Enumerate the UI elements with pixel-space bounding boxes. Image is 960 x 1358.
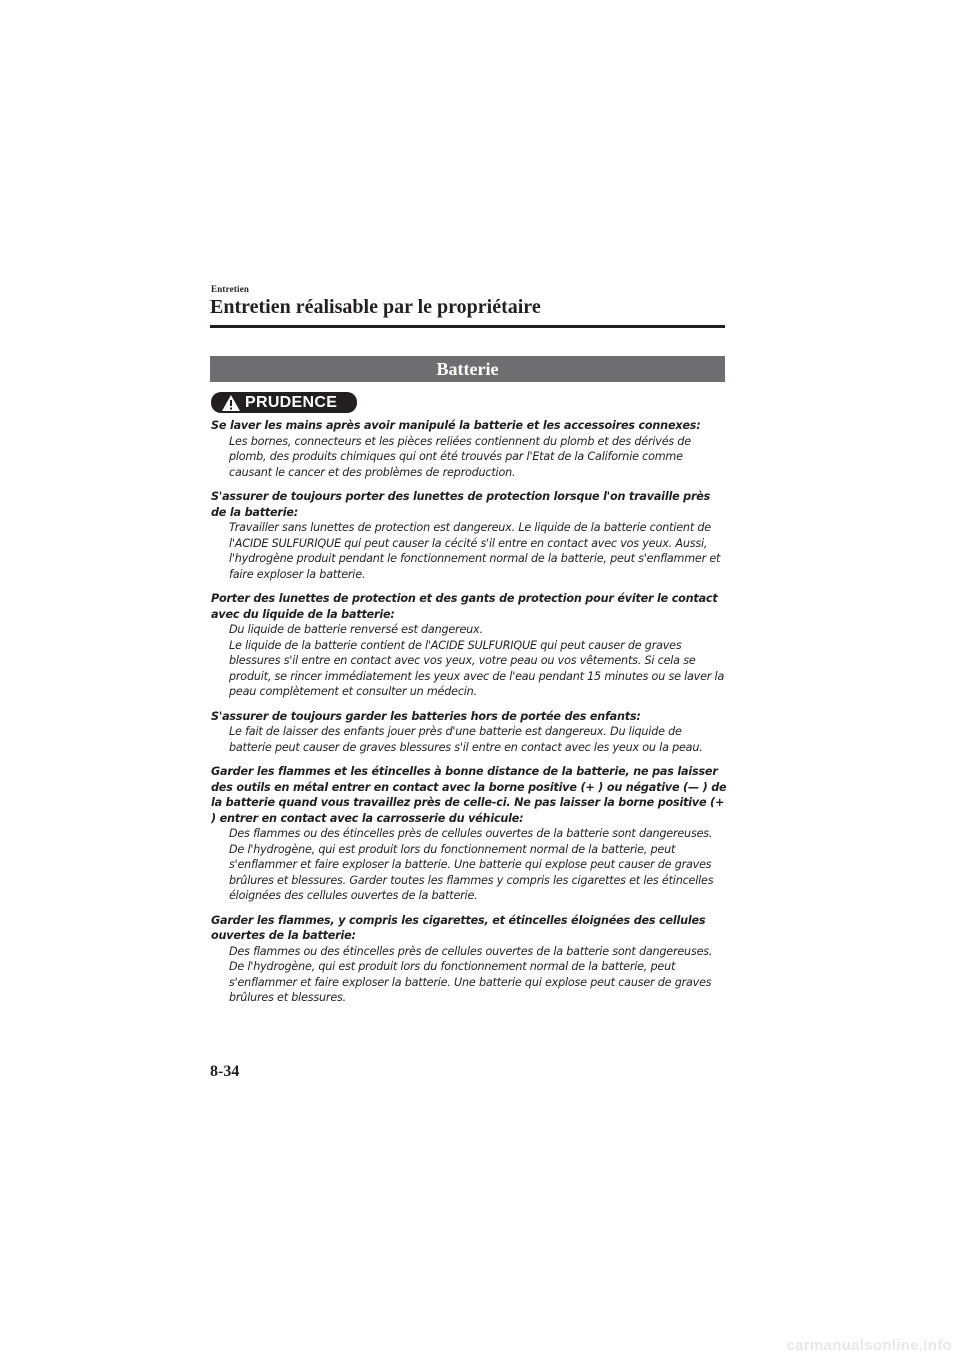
caution-content xyxy=(211,418,727,1015)
caution-label: PRUDENCE xyxy=(245,393,338,411)
watermark: carmanualsonline.info xyxy=(786,1337,952,1354)
caution-item xyxy=(211,913,727,1006)
caution-item xyxy=(211,709,727,756)
caution-item-heading: Porter des lunettes de protection et des gants de protection pour éviter le contact avec du liquide de la batterie: xyxy=(211,592,718,621)
caution-item-paragraph: Travailler sans lunettes de protection est dangereux. Le liquide de la batterie contient de l'ACIDE SULFURIQUE qui peut causer la cécité s'il entre en contact avec vos yeux. Aussi, l'hydrogène produit pendant le fonctionnement normal de la batterie, peut s'enflammer et faire exploser la batterie. xyxy=(229,521,721,581)
caution-item-paragraph: Le liquide de la batterie contient de l'ACIDE SULFURIQUE qui peut causer de graves blessures s'il entre en contact avec vos yeux, votre peau ou vos vêtements. Si cela se produit, se rincer immédiatement les yeux avec de l'eau pendant 15 minutes ou se laver la peau complètement et consulter un médecin. xyxy=(229,638,725,698)
caution-item-body xyxy=(211,622,727,700)
caution-item-heading: Garder les flammes, y compris les cigarettes, et étincelles éloignées des cellules ouvertes de la batterie: xyxy=(211,913,706,942)
page-title: Entretien réalisable par le propriétaire xyxy=(210,296,541,318)
caution-item-heading: S'assurer de toujours garder les batteries hors de portée des enfants: xyxy=(211,709,641,723)
caution-item-paragraph: Des flammes ou des étincelles près de cellules ouvertes de la batterie sont dangereuses. De l'hydrogène, qui est produit lors du fonctionnement normal de la batterie, peut s'enflammer et faire exploser la batterie. Une batterie qui explose peut causer de graves brûlures et blessures. Garder toutes les flammes y compris les cigarettes et les étincelles éloignées des cellules ouvertes de la batterie. xyxy=(229,827,714,902)
caution-badge xyxy=(211,392,357,413)
caution-item-heading: Garder les flammes et les étincelles à bonne distance de la batterie, ne pas laisser des outils en métal entrer en contact avec la borne positive (+ ) ou négative (— ) de la batterie quand vous travaillez près de celle-ci. Ne pas laisser la borne positive (+ ) entrer en contact avec la carrosserie du véhicule: xyxy=(211,765,727,825)
caution-item-heading: S'assurer de toujours porter des lunettes de protection lorsque l'on travaille près de la batterie: xyxy=(211,490,711,519)
caution-item-paragraph: Le fait de laisser des enfants jouer près d'une batterie est dangereux. Du liquide de batterie peut causer de graves blessures s'il entre en contact avec les yeux ou la peau. xyxy=(229,725,703,754)
caution-item-body xyxy=(211,520,727,582)
caution-item-paragraph: Des flammes ou des étincelles près de cellules ouvertes de la batterie sont dangereuses. De l'hydrogène, qui est produit lors du fonctionnement normal de la batterie, peut s'enflammer et faire exploser la batterie. Une batterie qui explose peut causer de graves brûlures et blessures. xyxy=(229,944,713,1004)
caution-item xyxy=(211,764,727,904)
caution-item-body xyxy=(211,944,727,1006)
title-divider xyxy=(210,325,725,328)
page-number: 8-34 xyxy=(210,1063,240,1080)
caution-item-paragraph: Du liquide de batterie renversé est dangereux. xyxy=(229,623,483,636)
caution-item-paragraph: Les bornes, connecteurs et les pièces reliées contiennent du plomb et des dérivés de plomb, des produits chimiques qui ont été trouvés par l'Etat de la Californie comme causant le cancer et des problèmes de reproduction. xyxy=(229,434,691,479)
caution-item-body xyxy=(211,826,727,904)
section-header xyxy=(210,356,725,382)
caution-item-heading: Se laver les mains après avoir manipulé la batterie et les accessoires connexes: xyxy=(211,419,701,432)
caution-item xyxy=(211,591,727,700)
caution-item-body xyxy=(211,724,727,755)
caution-item xyxy=(211,418,727,480)
caution-item xyxy=(211,489,727,582)
chapter-label: Entretien xyxy=(211,284,250,294)
section-title: Batterie xyxy=(436,358,499,379)
caution-item-body xyxy=(211,434,727,481)
warning-triangle-icon xyxy=(221,394,241,412)
